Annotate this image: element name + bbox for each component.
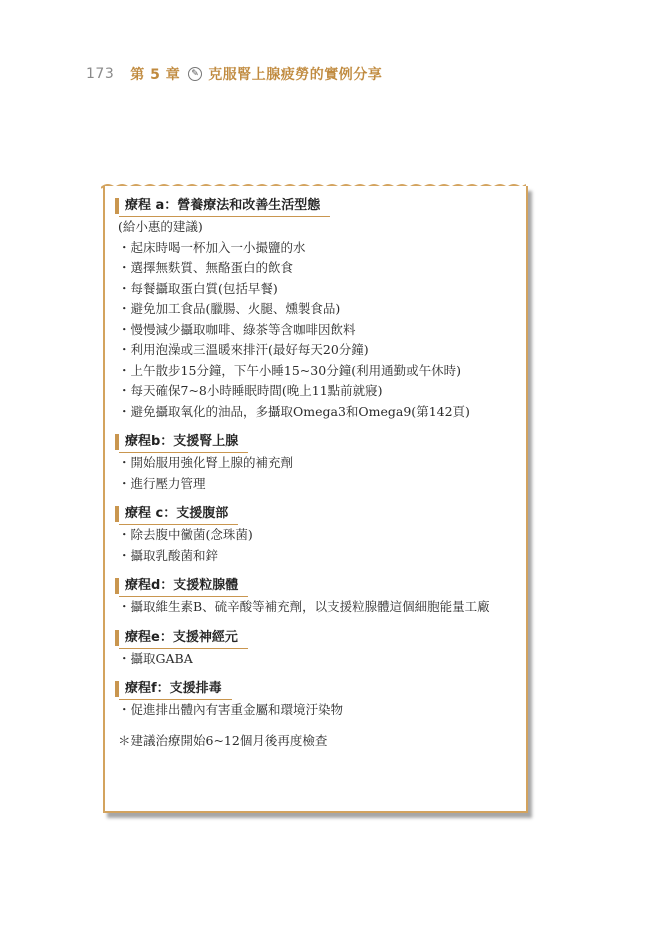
section-title: 療程 c：支援腹部 <box>115 506 238 522</box>
section-title: 療程f：支援排毒 <box>115 681 232 697</box>
list-item: ・攝取乳酸菌和鋅 <box>118 547 219 563</box>
list-item: ・選擇無麩質、無酪蛋白的飲食 <box>118 260 294 275</box>
list-item: ・每餐攝取蛋白質(包括早餐) <box>118 280 278 296</box>
treatment-section <box>115 194 520 422</box>
list-item: ・每天確保7~8小時睡眠時間(晚上11點前就寢) <box>118 383 383 398</box>
footnote: ＊建議治療開始6~12個月後再度檢查 <box>118 732 328 748</box>
list-item: ・避免攝取氧化的油品，多攝取Omega3和Omega9(第142頁) <box>118 403 470 419</box>
section-title: 療程b：支援腎上腺 <box>115 434 248 450</box>
chapter-icon: ✎ <box>188 67 202 81</box>
chapter-title: 克服腎上腺疲勞的實例分享 <box>208 67 383 83</box>
list-item: ・避免加工食品(臘腸、火腿、燻製食品) <box>118 301 341 316</box>
treatment-section <box>115 626 520 670</box>
page-header <box>86 64 382 84</box>
treatment-section <box>115 574 520 618</box>
treatment-content <box>115 194 520 751</box>
list-item: ・開始服用強化腎上腺的補充劑 <box>118 455 294 470</box>
page-number: 173 <box>86 66 115 82</box>
list-item: ・上午散步15分鐘，下午小睡15~30分鐘(利用通勤或午休時) <box>118 362 461 378</box>
list-item: ・促進排出體內有害重金屬和環境汙染物 <box>118 702 344 717</box>
list-item: ・起床時喝一杯加入一小撮鹽的水 <box>118 239 306 255</box>
list-item: ・攝取維生素B、硫辛酸等補充劑，以支援粒腺體這個細胞能量工廠 <box>118 599 490 614</box>
list-item: ・攝取GABA <box>118 650 193 666</box>
chapter-label: 第 5 章 <box>130 67 181 83</box>
treatment-section <box>115 502 520 566</box>
list-item: ・慢慢減少攝取咖啡、綠茶等含咖啡因飲料 <box>118 321 356 337</box>
section-title: 療程 a：營養療法和改善生活型態 <box>115 198 330 214</box>
list-item: ・除去腹中黴菌(念珠菌) <box>118 527 253 542</box>
section-title: 療程e：支援神經元 <box>115 630 248 646</box>
section-title: 療程d：支援粒腺體 <box>115 578 248 594</box>
treatment-box <box>103 186 528 813</box>
list-item: ・利用泡澡或三溫暖來排汗(最好每天20分鐘) <box>118 342 369 357</box>
list-item: (給小惠的建議) <box>118 219 203 234</box>
list-item: ・進行壓力管理 <box>118 475 206 491</box>
treatment-section <box>115 430 520 494</box>
treatment-section <box>115 677 520 721</box>
